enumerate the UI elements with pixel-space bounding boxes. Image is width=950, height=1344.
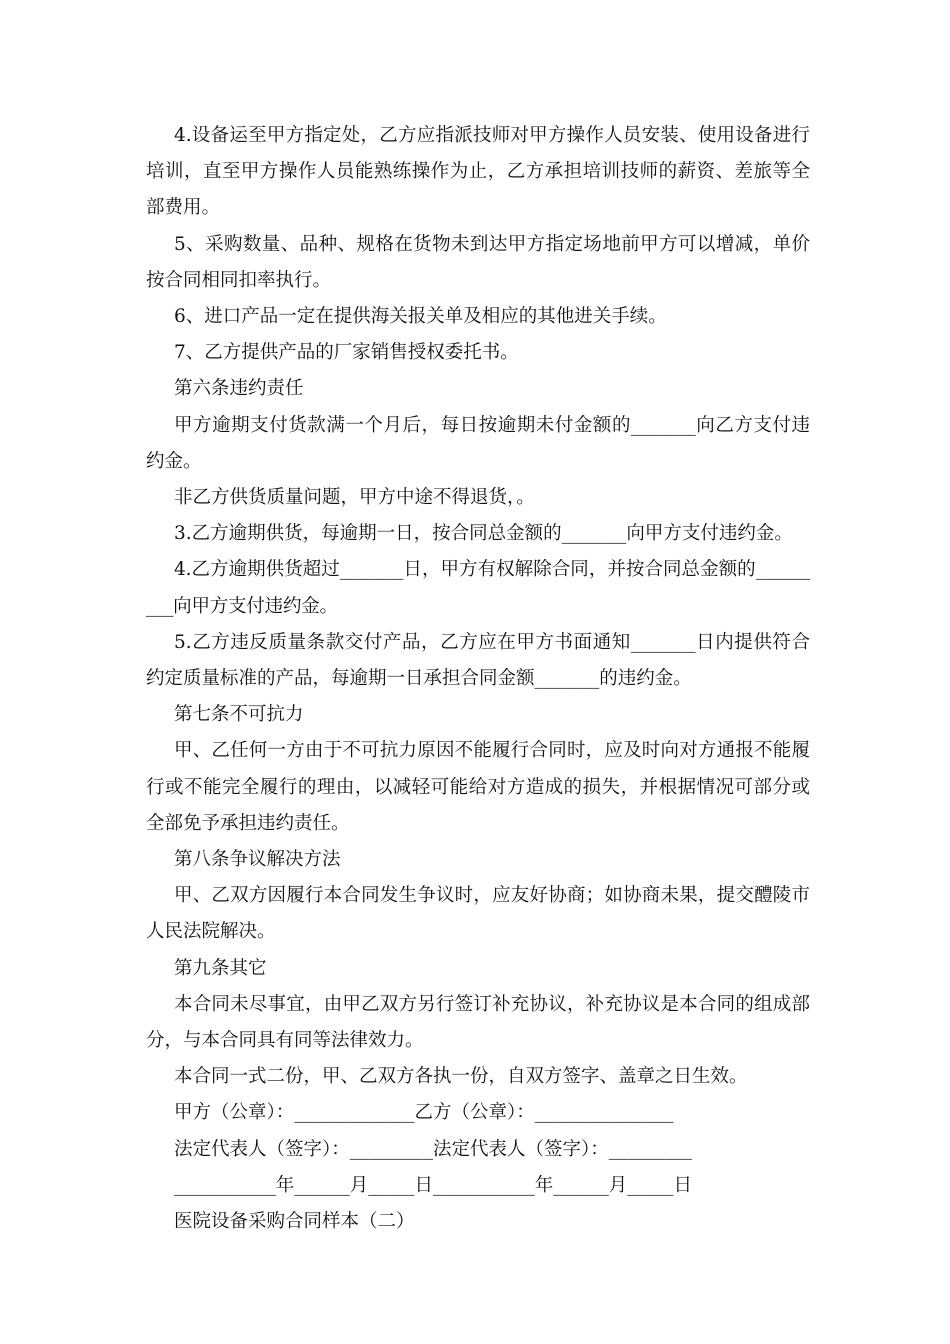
signature-date-line: ___________年______月_____日___________年______月_____日 xyxy=(174,1174,693,1196)
document-body xyxy=(146,118,810,1240)
next-document-title: 医院设备采购合同样本（二） xyxy=(174,1211,415,1233)
section-heading-dispute: 第八条争议解决方法 xyxy=(174,849,341,871)
other-copies: 本合同一式二份，甲、乙双方各执一份，自双方签字、盖章之日生效。 xyxy=(174,1066,748,1088)
breach-delivery-overdue: 4.乙方逾期供货超过_______日，甲方有权解除合同，并按合同总金额的_________向甲方支付违约金。 xyxy=(146,559,810,617)
section-heading-other: 第九条其它 xyxy=(174,957,267,979)
clause-7-authorization: 7、乙方提供产品的厂家销售授权委托书。 xyxy=(174,342,519,364)
clause-4-training: 4.设备运至甲方指定处，乙方应指派技师对甲方操作人员安装、使用设备进行培训，直至甲方操作人员能熟练操作为止，乙方承担培训技师的薪资、差旅等全部费用。 xyxy=(146,125,810,219)
breach-late-payment: 甲方逾期支付货款满一个月后，每日按逾期未付金额的_______向乙方支付违约金。 xyxy=(146,414,810,472)
signature-seal-line: 甲方（公章）：_____________乙方（公章）：_______________ xyxy=(174,1102,674,1124)
breach-no-return: 非乙方供货质量问题，甲方中途不得退货，。 xyxy=(174,487,535,509)
breach-quality: 5.乙方违反质量条款交付产品，乙方应在甲方书面通知_______日内提供符合约定质量标准的产品，每逾期一日承担合同金额_______的违约金。 xyxy=(146,631,810,690)
section-heading-breach: 第六条违约责任 xyxy=(174,378,304,400)
breach-late-delivery: 3.乙方逾期供货，每逾期一日，按合同总金额的_______向甲方支付违约金。 xyxy=(174,523,793,545)
signature-representative-line: 法定代表人（签字）：_________法定代表人（签字）：_________ xyxy=(174,1138,693,1160)
clause-6-import: 6、进口产品一定在提供海关报关单及相应的其他进关手续。 xyxy=(174,306,667,328)
other-supplement: 本合同未尽事宜，由甲乙双方另行签订补充协议，补充协议是本合同的组成部分，与本合同具有同等法律效力。 xyxy=(146,993,810,1052)
section-heading-force-majeure: 第七条不可抗力 xyxy=(174,704,304,726)
force-majeure-text: 甲、乙任何一方由于不可抗力原因不能履行合同时，应及时向对方通报不能履行或不能完全履行的理由，以减轻可能给对方造成的损失，并根据情况可部分或全部免予承担违约责任。 xyxy=(146,740,810,834)
dispute-text: 甲、乙双方因履行本合同发生争议时，应友好协商；如协商未果，提交醴陵市人民法院解决。 xyxy=(146,885,810,943)
clause-5-quantity: 5、采购数量、品种、规格在货物未到达甲方指定场地前甲方可以增减，单价按合同相同扣率执行。 xyxy=(146,233,810,291)
